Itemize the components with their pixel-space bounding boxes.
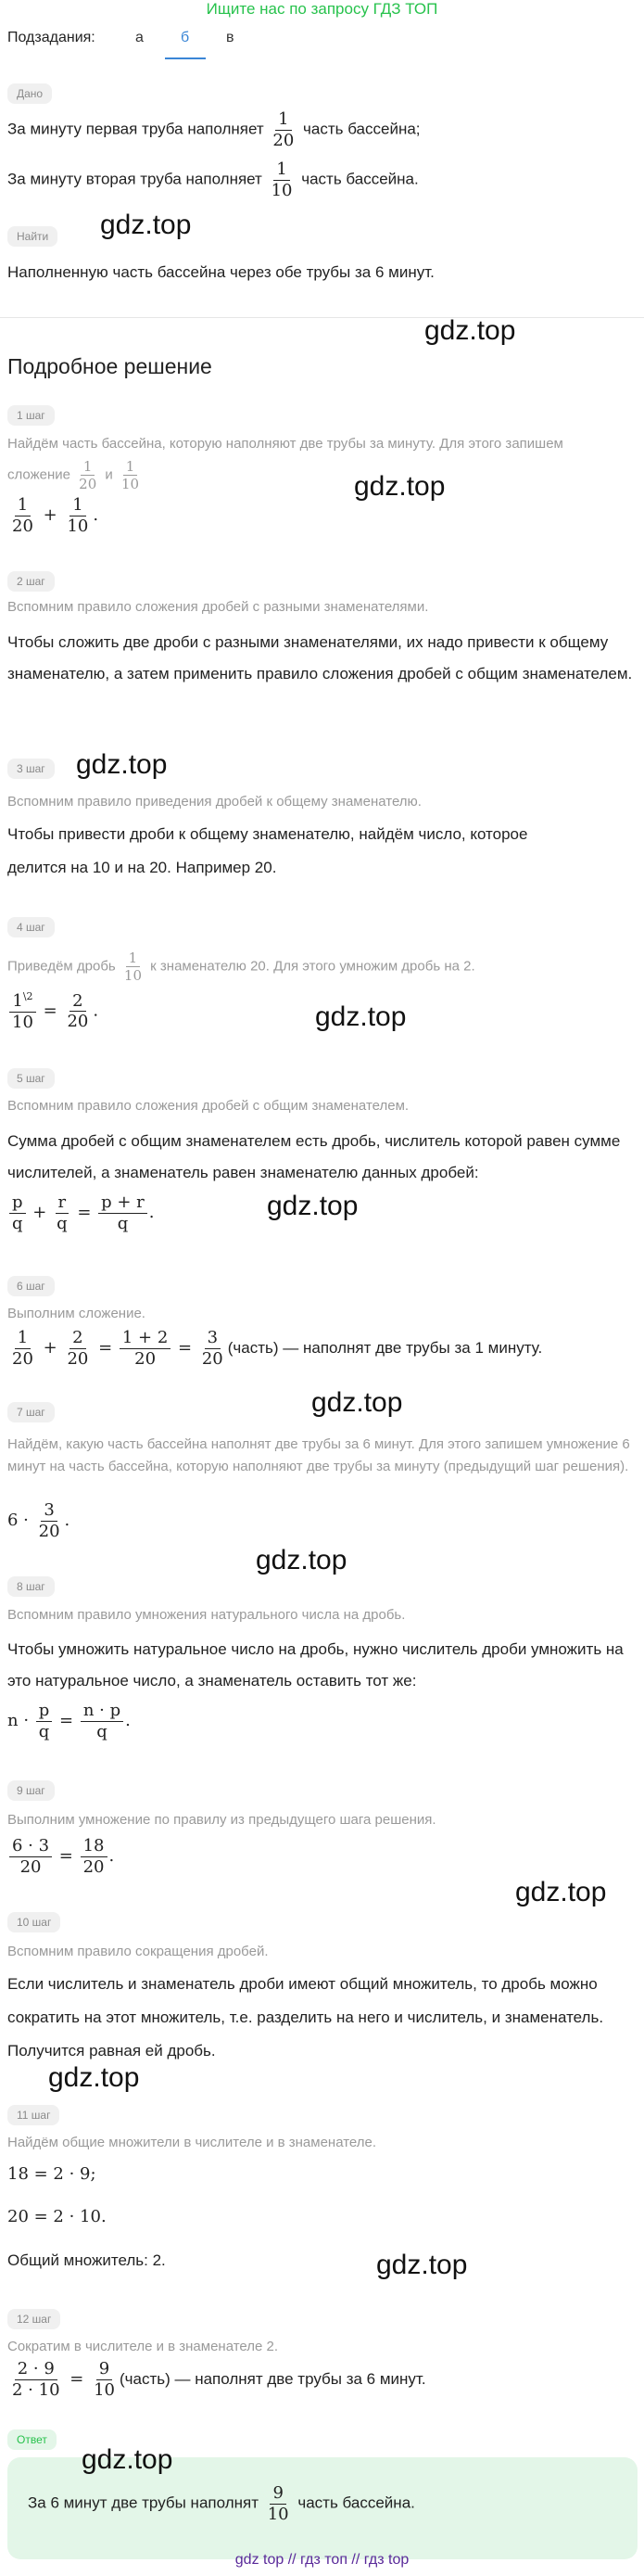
step-6-formula: $\frac{1}{20}$ + $\frac{2}{20}$ = $\frac{1 + 2}{20}$ = $\frac{3}{20}$ (часть) — наполнят две трубы за 1 минуту. <box>12 1328 543 1369</box>
step-8-hint: Вспомним правило умножения натурального числа на дробь. <box>7 1607 406 1623</box>
divider <box>0 317 644 318</box>
step-6-hint: Выполним сложение. <box>7 1306 145 1321</box>
step-4-tag: 4 шаг <box>7 917 55 937</box>
find-text: Наполненную часть бассейна через обе трубы за 6 минут. <box>7 263 435 281</box>
tab-b[interactable]: б <box>181 30 190 45</box>
step-11-common: Общий множитель: 2. <box>7 2251 166 2269</box>
step-6-tag: 6 шаг <box>7 1276 55 1296</box>
watermark: gdz.top <box>76 749 168 780</box>
step-9-formula: $\frac{6 \cdot 3}{20}$ = $\frac{18}{20}$ . <box>7 1836 114 1877</box>
active-tab-indicator <box>165 57 206 59</box>
solution-title: Подробное решение <box>7 354 212 378</box>
watermark: gdz.top <box>48 2062 140 2093</box>
step-9-hint: Выполним умножение по правилу из предыдущего шага решения. <box>7 1812 436 1828</box>
step-3-tag: 3 шаг <box>7 759 55 779</box>
watermark: gdz.top <box>354 471 446 502</box>
answer-tag: Ответ <box>7 2429 57 2450</box>
watermark: gdz.top <box>311 1387 403 1418</box>
watermark: gdz.top <box>256 1545 347 1575</box>
watermark: gdz.top <box>376 2250 468 2280</box>
step-1-formula: $\frac{1}{20}$ + $\frac{1}{10}$ . <box>12 495 99 536</box>
promo-banner[interactable]: Ищите нас по запросу ГДЗ ТОП <box>206 0 438 18</box>
step-9-tag: 9 шаг <box>7 1780 55 1801</box>
step-11-eq-1: 18 = 2 · 9; <box>7 2164 96 2184</box>
step-1-hint-2: сложение $\frac{1}{20}$ и $\frac{1}{10}$ <box>7 458 140 492</box>
step-8-text: Чтобы умножить натуральное число на дробь, нужно числитель дроби умножить на это натуральное число, а знаменатель оставить тот же: <box>7 1640 624 1690</box>
step-8-tag: 8 шаг <box>7 1576 55 1597</box>
step-8-formula: n · $\frac{p}{q}$ = $\frac{n \cdot p}{q}$ . <box>7 1701 131 1741</box>
step-4-formula: $\frac{1^{\backslash 2}}{10}$ = $\frac{2}{20}$ . <box>7 990 98 1032</box>
watermark: gdz.top <box>267 1191 359 1221</box>
step-2-text: Чтобы сложить две дроби с разными знаменателями, их надо привести к общему знаменателю, а затем применить правило сложения дробей с общим знаменателем. <box>7 633 633 682</box>
step-1-hint: Найдём часть бассейна, которую наполняют две трубы за минуту. Для этого запишем <box>7 436 563 452</box>
step-3-text-2: делится на 10 и на 20. Например 20. <box>7 859 277 876</box>
step-3-hint: Вспомним правило приведения дробей к общему знаменателю. <box>7 794 422 810</box>
tab-v[interactable]: в <box>226 30 234 45</box>
watermark: gdz.top <box>100 210 192 240</box>
step-12-tag: 12 шаг <box>7 2309 60 2329</box>
watermark: gdz.top <box>424 315 516 346</box>
tab-a[interactable]: а <box>135 30 144 45</box>
find-tag: Найти <box>7 226 57 247</box>
step-7-tag: 7 шаг <box>7 1402 55 1422</box>
step-10-text: Если числитель и знаменатель дроби имеют общий множитель, то дробь можно сократить на этот множитель, т.е. разделить на него и числитель, и знаменатель. Получится равная ей дробь. <box>7 1975 604 2060</box>
step-10-tag: 10 шаг <box>7 1912 60 1932</box>
given-tag: Дано <box>7 83 52 104</box>
step-4-hint: Приведём дробь $\frac{1}{10}$ к знаменателю 20. Для этого умножим дробь на 2. <box>7 950 475 984</box>
watermark: gdz.top <box>515 1877 607 1907</box>
step-7-hint: Найдём, какую часть бассейна наполнят две трубы за 6 минут. Для этого запишем умножение 6 минут на часть бассейна, которую наполняют две трубы за минуту (предыдущий шаг решения). <box>7 1436 630 1474</box>
subtasks-label: Подзадания: <box>7 30 95 45</box>
given-line-2: За минуту вторая труба наполняет $\frac{1}{10}$ часть бассейна. <box>7 159 419 200</box>
step-11-eq-2: 20 = 2 · 10. <box>7 2207 107 2226</box>
step-7-formula: 6 · $\frac{3}{20}$ . <box>7 1500 70 1541</box>
step-5-tag: 5 шаг <box>7 1068 55 1089</box>
answer-text: За 6 минут две трубы наполнят $\frac{9}{10}$ часть бассейна. <box>28 2483 415 2524</box>
step-2-tag: 2 шаг <box>7 571 55 592</box>
watermark: gdz.top <box>82 2444 173 2475</box>
step-5-formula: $\frac{p}{q}$ + $\frac{r}{q}$ = $\frac{p + r}{q}$ . <box>7 1192 155 1233</box>
step-12-hint: Сократим в числителе и в знаменателе 2. <box>7 2339 279 2354</box>
step-11-tag: 11 шаг <box>7 2105 59 2125</box>
step-11-hint: Найдём общие множители в числителе и в знаменателе. <box>7 2135 377 2150</box>
step-10-hint: Вспомним правило сокращения дробей. <box>7 1944 269 1959</box>
step-5-text: Сумма дробей с общим знаменателем есть дробь, числитель которой равен сумме числителей, а знаменатель равен знаменателю данных дробей: <box>7 1132 621 1181</box>
step-12-formula: $\frac{2 \cdot 9}{2 \cdot 10}$ = $\frac{9}{10}$ (часть) — наполнят две трубы за 6 минут. <box>12 2359 426 2400</box>
step-1-tag: 1 шаг <box>7 405 55 426</box>
step-2-hint: Вспомним правило сложения дробей с разными знаменателями. <box>7 599 429 615</box>
step-3-text-1: Чтобы привести дроби к общему знаменателю, найдём число, которое <box>7 825 528 843</box>
watermark: gdz.top <box>315 1001 407 1032</box>
step-5-hint: Вспомним правило сложения дробей с общим знаменателем. <box>7 1098 410 1114</box>
given-line-1: За минуту первая труба наполняет $\frac{1}{20}$ часть бассейна; <box>7 109 421 150</box>
footer-links[interactable]: gdz top // гдз топ // гдз top <box>234 2552 410 2568</box>
